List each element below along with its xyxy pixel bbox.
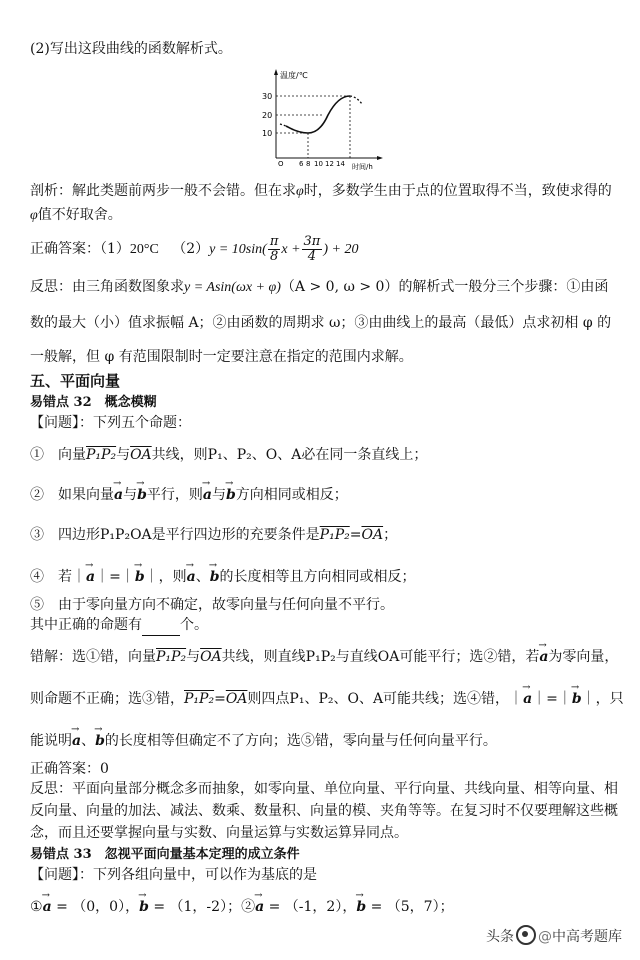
y-tick-30: 30	[262, 92, 273, 101]
problem-33: 【问题】：下列各组向量中，可以作为基底的是	[30, 867, 317, 883]
x-tick-8: 8	[306, 160, 311, 168]
watermark: 头条 @中高考题库	[486, 925, 622, 946]
x-tick-6: 6	[299, 160, 304, 168]
problem-32: 【问题】：下列五个命题：	[30, 415, 191, 431]
reflect-line-1: 反思：由三角函数图象求y = Asin(ωx + φ)（A > 0, ω > 0）的解析式一般分三个步骤：①由函	[30, 279, 609, 295]
analysis-line-2: φ值不好取舍。	[30, 207, 122, 223]
correct-answer-32: 正确答案：0	[30, 761, 109, 777]
section-title: 五、平面向量	[30, 372, 121, 390]
proposition-3: ③ 四边形P₁P₂OA是平行四边形的充要条件是$P_1P_2=\overline{OA}$；	[30, 527, 398, 543]
wrong-solution-1: 错解：选①错，向量P₁P₂与$\overline{OA}$共线，则直线P₁P₂与直线OA可能平行；选②错，若→ a为零向量，	[30, 646, 622, 668]
fraction-3pi-4: $\frac{3\pi}{4}$	[303, 233, 321, 264]
temperature-graph	[262, 66, 392, 174]
reflect-line-3: 一般解，但 φ 有范围限制时一定要注意在指定的范围内求解。	[30, 349, 413, 365]
x-tick-14: 14	[336, 160, 345, 168]
y-tick-10: 10	[262, 129, 273, 138]
answer-blank[interactable]	[142, 621, 180, 636]
reflect-32-line-1: 反思：平面向量部分概念多而抽象，如零向量、单位向量、平行向量、共线向量、相等向量、相	[30, 781, 618, 797]
x-axis-label: 时间/h	[352, 163, 373, 171]
proposition-5: ⑤ 由于零向量方向不确定，故零向量与任何向量不平行。	[30, 597, 394, 613]
x-tick-10: 10	[314, 160, 323, 168]
question-count: 其中正确的命题有 个。	[30, 614, 622, 636]
x-axis-arrow	[377, 156, 383, 160]
y-tick-20: 20	[262, 111, 273, 120]
reflect-line-2: 数的最大（小）值求振幅 A；②由函数的周期求 ω；③由曲线上的最高（最低）点求初相 φ 的	[30, 315, 612, 331]
error-point-32: 易错点 32 概念模糊	[30, 395, 157, 410]
y-axis-arrow	[274, 69, 278, 75]
wrong-solution-3: 能说明→ a、→ b的长度相等但确定不了方向；选⑤错，零向量与任何向量平行。	[30, 730, 622, 752]
error-point-33: 易错点 33 忽视平面向量基本定理的成立条件	[30, 847, 300, 862]
curve-ext-right	[350, 96, 362, 104]
wrong-solution-2: 则命题不正确；选③错，$P_1P_2=\overline{OA}$则四点P₁、P₂、O、A可能共线；选④错，｜→ a｜=｜→ b｜，只	[30, 688, 622, 710]
toutiao-logo-icon	[516, 925, 536, 945]
x-tick-12: 12	[325, 160, 334, 168]
curve	[286, 96, 350, 133]
curve-ext-left	[280, 124, 286, 126]
analysis-line-1: 剖析：解此类题前两步一般不会错。但在求φ时，多数学生由于点的位置取得不当，致使求得的	[30, 183, 612, 199]
origin-label: O	[278, 160, 284, 168]
options-line-1: ①→ a = （0，0），→ b = （1，-2）；②→ a = （-1，2），→ b = （5，7）；	[30, 896, 622, 918]
fraction-pi-8: $\frac{\pi}{8}$	[269, 233, 279, 264]
proposition-2: ② 如果向量→ a与→ b平行，则→ a与→ b方向相同或相反；	[30, 484, 622, 506]
question-2: (2)写出这段曲线的函数解析式。	[30, 41, 232, 57]
y-axis-label: 温度/℃	[280, 71, 308, 80]
proposition-4: ④ 若｜→ a｜=｜→ b｜，则→ a、→ b的长度相等且方向相同或相反；	[30, 566, 622, 588]
reflect-32-line-2: 反向量、向量的加法、减法、数乘、数量积、向量的模、夹角等等。在复习时不仅要理解这些概	[30, 803, 618, 819]
answer-line: 正确答案：（1）20°C （2）y = 10sin( $\frac{\pi}{8}$ x + $\frac{3\pi}{4}$ ) + 20	[30, 233, 359, 264]
reflect-32-line-3: 念，而且还要掌握向量与实数、向量运算与实数运算异同点。	[30, 825, 408, 841]
proposition-1: ① 向量P₁P₂与$\overline{OA}$共线，则P₁、P₂、O、A必在同一条直线上；	[30, 447, 428, 463]
